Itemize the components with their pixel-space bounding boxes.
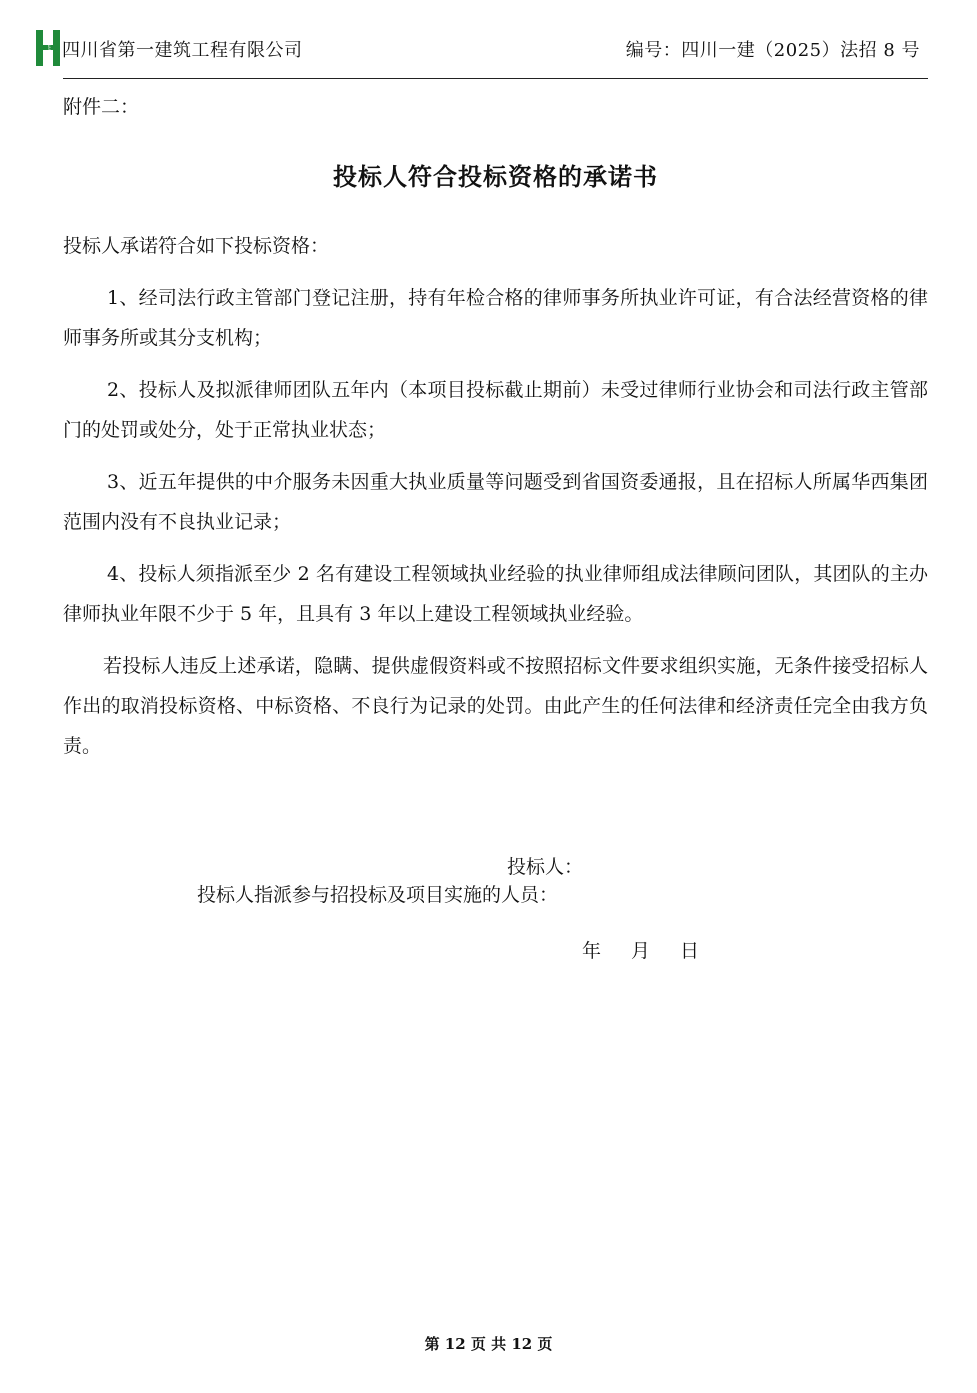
commitment-body (63, 226, 928, 778)
page-header (36, 28, 926, 68)
date-year: 年 (582, 940, 602, 962)
date-month: 月 (631, 940, 651, 962)
intro-paragraph: 投标人承诺符合如下投标资格： (63, 235, 330, 257)
logo-text: HUASHI (47, 41, 51, 55)
attachment-label: 附件二： (63, 96, 140, 118)
document-number: 编号：四川一建（2025）法招 8 号 (625, 40, 920, 61)
personnel-signature-label: 投标人指派参与招投标及项目实施的人员： (197, 884, 559, 906)
commitment-item-1: 1、经司法行政主管部门登记注册，持有年检合格的律师事务所执业许可证，有合法经营资格的律师事务所或其分支机构； (63, 287, 928, 349)
document-title: 投标人符合投标资格的承诺书 (333, 163, 658, 191)
signature-date (582, 936, 699, 963)
date-day: 日 (680, 940, 700, 962)
closing-paragraph: 若投标人违反上述承诺，隐瞒、提供虚假资料或不按照招标文件要求组织实施，无条件接受招标人作出的取消投标资格、中标资格、不良行为记录的处罚。由此产生的任何法律和经济责任完全由我方负责。 (63, 655, 928, 757)
commitment-item-4: 4、投标人须指派至少 2 名有建设工程领域执业经验的执业律师组成法律顾问团队，其团队的主办律师执业年限不少于 5 年，且具有 3 年以上建设工程领域执业经验。 (63, 563, 928, 625)
commitment-item-3: 3、近五年提供的中介服务未因重大执业质量等问题受到省国资委通报，且在招标人所属华西集团范围内没有不良执业记录； (63, 471, 928, 533)
commitment-item-2: 2、投标人及拟派律师团队五年内（本项目投标截止期前）未受过律师行业协会和司法行政主管部门的处罚或处分，处于正常执业状态； (63, 379, 928, 441)
company-name: 四川省第一建筑工程有限公司 (62, 40, 303, 61)
page-footer: 第 12 页 共 12 页 (424, 1335, 553, 1353)
company-logo (36, 30, 60, 66)
header-divider (63, 78, 928, 79)
bidder-signature-label: 投标人： (507, 856, 584, 878)
